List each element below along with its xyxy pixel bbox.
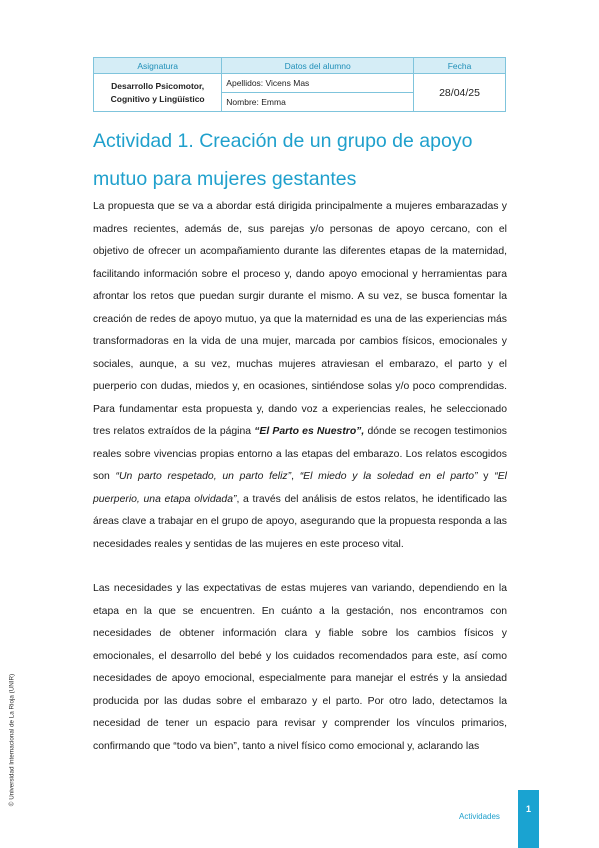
subject-line-2: Cognitivo y Lingüístico	[110, 93, 205, 104]
side-copyright	[2, 656, 22, 824]
page-number-tab	[518, 790, 539, 848]
paragraph-1-part-3: , a través del análisis de estos relatos, he identificado las áreas clave a trabajar en el grupo de apoyo, asegurando que la propuesta responda a las necesidades reales y sentidas de las mujeres en este proceso vital.	[93, 493, 507, 550]
document-body	[93, 196, 507, 758]
paragraph-1-part-1: La propuesta que se va a abordar está dirigida principalmente a mujeres embarazadas y madres recientes, además de, sus parejas y/o personas de apoyo cercano, con el objetivo de ofrecer un acompañamiento durante las diferentes etapas de la maternidad, facilitando información sobre el proceso y, dando apoyo emocional y herramientas para afrontar los retos que puedan surgir durante el mismo. A su vez, se busca fomentar la creación de redes de apoyo mutuo, ya que la maternidad es una de las experiencias más transformadoras en la vida de una mujer, marcada por cambios físicos, emocionales y sociales, aunque, a su vez, muchas mujeres atraviesan el embarazo, el parto y el puerperio con dudas, miedos y, en ocasiones, sintiéndose solas y/o poco comprendidas. Para fundamentar esta propuesta y, dando voz a experiencias reales, he seleccionado tres relatos extraídos de la página	[93, 201, 507, 437]
activity-title: Actividad 1. Creación de un grupo de apoyo mutuo para mujeres gestantes	[93, 130, 473, 190]
story-title-1: “Un parto respetado, un parto feliz”	[115, 471, 292, 482]
paragraph-2: Las necesidades y las expectativas de estas mujeres van variando, dependiendo en la etapa en la que se encuentren. En cuánto a la gestación, nos encontramos con necesidades de obtener información clara y fiable sobre los cambios físicos y emocionales, el desarrollo del bebé y los cuidados recomendados para este, así como necesidades de apoyo emocional, especialmente para manejar el estrés y la ansiedad producida por las dudas sobre el embarazo y el parto. Por otro lado, detectamos la necesidad de tener un espacio para revisar y comprender los vínculos primarios, confirmando que “todo va bien”, tanto a nivel físico como emocional y, aclarando las	[93, 583, 507, 752]
name-cell: Nombre: Emma	[222, 93, 414, 112]
copyright-text: © Universidad Internacional de La Rioja (UNIR)	[8, 673, 16, 807]
subject-column-header: Asignatura	[94, 58, 222, 74]
subject-line-1: Desarrollo Psicomotor,	[111, 80, 205, 91]
surname-cell: Apellidos: Vicens Mas	[222, 74, 414, 93]
story-title-2: “El miedo y la soledad en el parto”	[299, 471, 478, 482]
paragraph-1-part-2: dónde se recogen testimonios reales sobre vivencias propias entorno a las etapas del embarazo. Los relatos escogidos son	[93, 426, 507, 482]
subject-cell	[94, 74, 222, 112]
paragraph-1	[93, 196, 507, 556]
separator-2: y	[477, 471, 495, 482]
source-reference: “El Parto es Nuestro”,	[254, 426, 365, 437]
date-column-header: Fecha	[414, 58, 506, 74]
story-title-3: “El puerperio, una etapa olvidada”	[93, 471, 507, 505]
student-column-header: Datos del alumno	[222, 58, 414, 74]
data-row	[94, 74, 506, 93]
separator-1: ,	[291, 471, 300, 482]
page-number: 1	[525, 804, 531, 814]
header-row	[94, 58, 506, 74]
date-cell: 28/04/25	[414, 74, 506, 112]
header-table	[93, 57, 506, 112]
footer-label: Actividades	[459, 812, 500, 821]
